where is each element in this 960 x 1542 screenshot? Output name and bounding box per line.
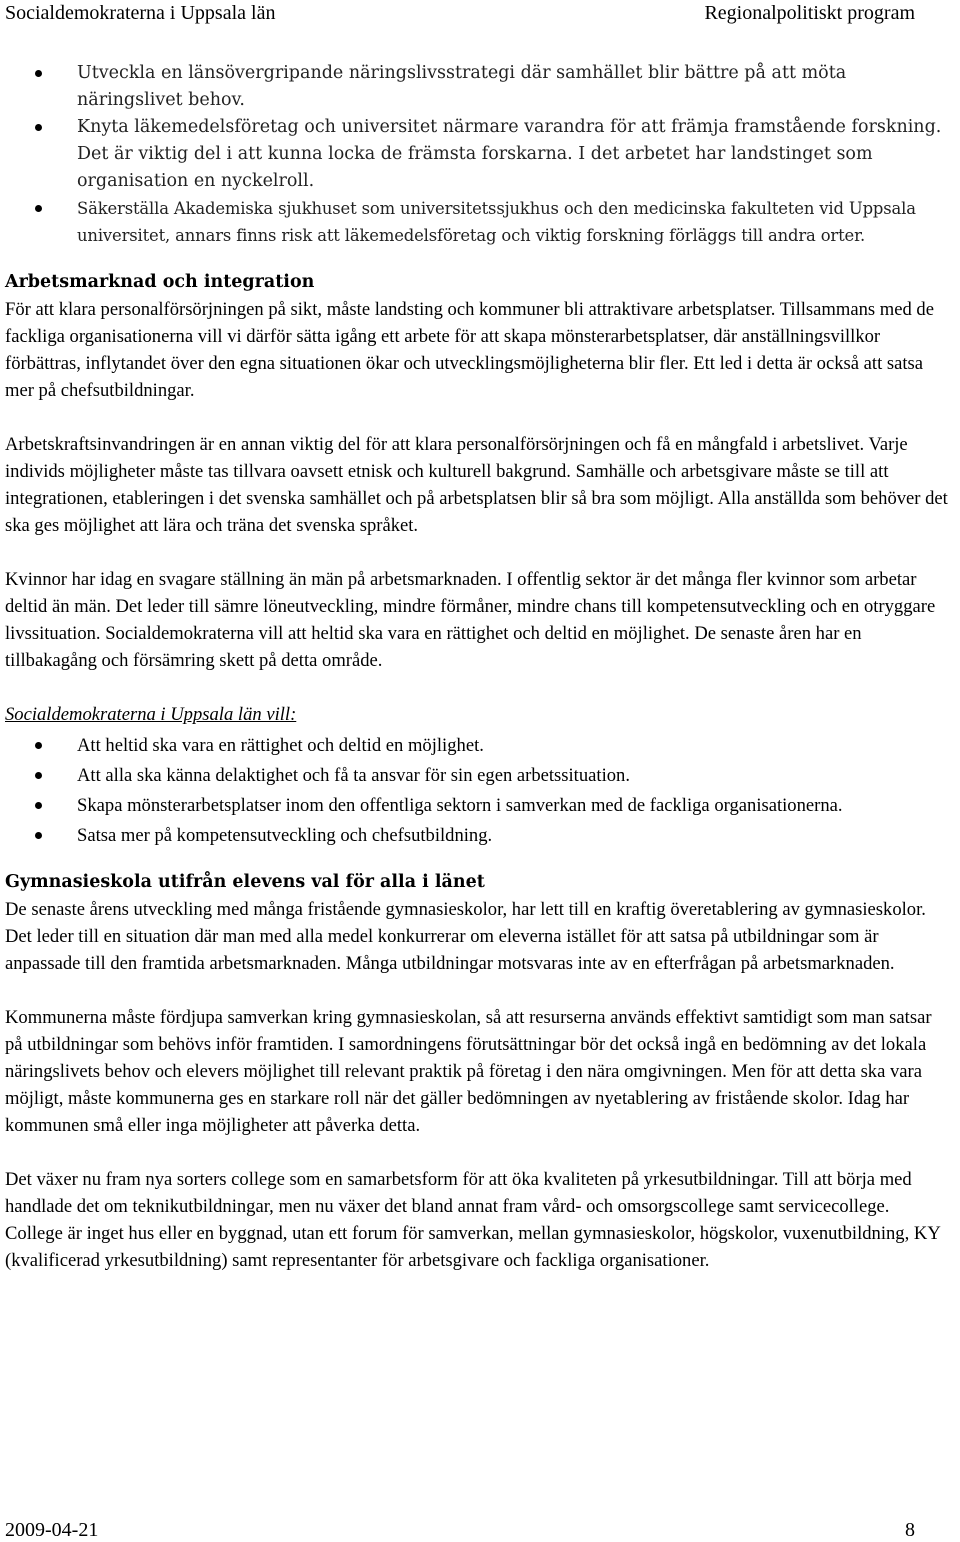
list-item: Satsa mer på kompetensutveckling och chefsutbildning.	[5, 822, 950, 849]
paragraph: De senaste årens utveckling med många fristående gymnasieskolor, har lett till en kraftig överetablering av gymnasieskolor. Det leder till en situation där man med alla medel konkurrerar om eleverna istället för att satsa på utbildningar som är anpassade till den framtida arbetsmarknaden. Många utbildningar motsvaras inte av en efterfrågan på arbetsmarknaden.	[5, 899, 926, 974]
header-document-title: Regionalpolitiskt program	[704, 2, 915, 24]
vill-label: Socialdemokraterna i Uppsala län vill:	[5, 704, 297, 725]
list-item: Utveckla en länsövergripande näringslivsstrategi där samhället blir bättre på att möta näringslivet behov.	[5, 60, 950, 114]
document-body	[5, 60, 950, 1274]
list-item: Att alla ska känna delaktighet och få ta ansvar för sin egen arbetssituation.	[5, 762, 950, 789]
header-organization: Socialdemokraterna i Uppsala län	[5, 2, 276, 24]
section-heading-gymnasieskola: Gymnasieskola utifrån elevens val för alla i länet	[5, 872, 485, 892]
footer-date: 2009-04-21	[5, 1519, 99, 1541]
list-item: Säkerställa Akademiska sjukhuset som universitetssjukhus och den medicinska fakulteten vid Uppsala universitet, annars finns risk att läkemedelsföretag och viktig forskning förläggs till andra orter.	[5, 195, 950, 249]
list-item: Skapa mönsterarbetsplatser inom den offentliga sektorn i samverkan med de fackliga organisationerna.	[5, 792, 950, 819]
paragraph: Kvinnor har idag en svagare ställning än män på arbetsmarknaden. I offentlig sektor är det många fler kvinnor som arbetar deltid än män. Det leder till sämre löneutveckling, mindre förmåner, mindre chans till kompetensutveckling och en otryggare livssituation. Socialdemokraterna vill att heltid ska vara en rättighet och deltid en möjlighet. De senaste åren har en tillbakagång och försämring skett på detta område.	[5, 569, 936, 671]
list-item: Knyta läkemedelsföretag och universitet närmare varandra för att främja framstående forskning. Det är viktig del i att kunna locka de främsta forskarna. I det arbetet har landstinget som organisation en nyckelroll.	[5, 114, 950, 195]
page-number: 8	[905, 1519, 915, 1541]
paragraph: Det växer nu fram nya sorters college som en samarbetsform för att öka kvaliteten på yrkesutbildningar. Till att börja med handlade det om teknikutbildningar, men nu växer det bland annat fram vård- och omsorgscollege samt servicecollege. College är inget hus eller en byggnad, utan ett forum för samverkan, mellan gymnasieskolor, högskolor, vuxenutbildning, KY (kvalificerad yrkesutbildning) samt representanter för arbetsgivare och fackliga organisationer.	[5, 1169, 941, 1271]
page-header	[0, 0, 960, 28]
paragraph: För att klara personalförsörjningen på sikt, måste landsting och kommuner bli attraktivare arbetsplatser. Tillsammans med de fackliga organisationerna vill vi därför sätta igång ett arbete för att skapa mönsterarbetsplatser, där anställningsvillkor förbättras, inflytandet över den egna situationen ökar och utvecklingsmöjligheterna blir fler. Ett led i detta är också att satsa mer på chefsutbildningar.	[5, 299, 934, 401]
page-footer	[5, 1518, 915, 1542]
list-item: Att heltid ska vara en rättighet och deltid en möjlighet.	[5, 732, 950, 759]
intro-bullet-list	[5, 60, 950, 249]
paragraph: Kommunerna måste fördjupa samverkan kring gymnasieskolan, så att resurserna används effektivt samtidigt som man satsar på utbildningar som behövs inför framtiden. I samordningens förutsättningar bör det också ingå en bedömning av det lokala näringslivets behov och elevers möjlighet till relevant praktik på företag i den nära omgivningen. Men för att detta ska vara möjligt, måste kommunerna ges en starkare roll när det gäller bedömningen av nyetablering av fristående skolor. Idag har kommunen små eller inga möjligheter att påverka detta.	[5, 1007, 932, 1136]
paragraph: Arbetskraftsinvandringen är en annan viktig del för att klara personalförsörjningen och få en mångfald i arbetslivet. Varje individs möjligheter måste tas tillvara oavsett etnisk och kulturell bakgrund. Samhälle och arbetsgivare måste se till att integrationen, etableringen i det svenska samhället och på arbetsplatsen blir så bra som möjligt. Alla anställda som behöver det ska ges möjlighet att lära och träna det svenska språket.	[5, 434, 948, 536]
section-heading-arbetsmarknad: Arbetsmarknad och integration	[5, 272, 315, 292]
vill-bullet-list	[5, 732, 950, 849]
